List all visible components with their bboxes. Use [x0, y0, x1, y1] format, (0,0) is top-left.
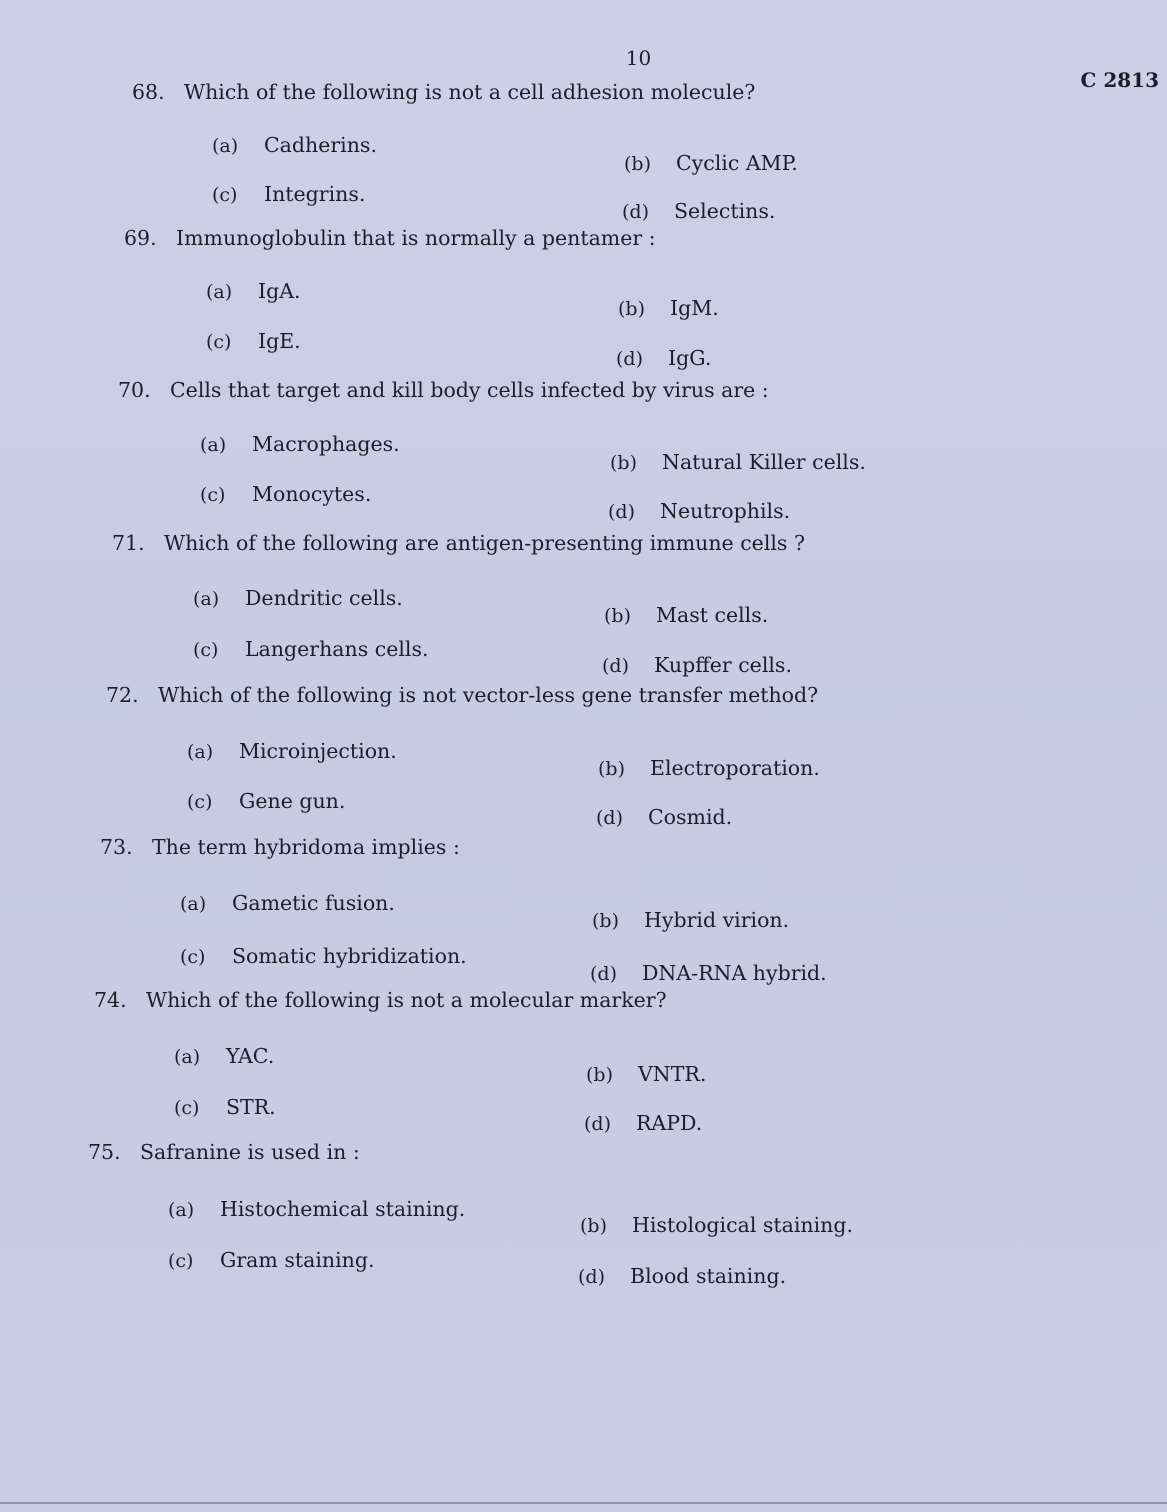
- option-b: (b) Cyclic AMP.: [624, 151, 798, 175]
- option-b: (b) Natural Killer cells.: [610, 450, 866, 474]
- option-d: (d) Blood staining.: [578, 1264, 787, 1288]
- bottom-edge: [0, 1502, 1167, 1504]
- question-text: Which of the following are antigen-presenting immune cells ?: [164, 531, 805, 555]
- option-c: (c) Gram staining.: [168, 1248, 375, 1272]
- question-number: 68.: [132, 80, 165, 104]
- question-text: Safranine is used in :: [140, 1140, 360, 1164]
- question-text: Cells that target and kill body cells infected by virus are :: [170, 378, 769, 402]
- option-d: (d) Selectins.: [622, 199, 776, 223]
- question-stem: [118, 378, 769, 402]
- question-stem: [112, 531, 805, 555]
- question-stem: [100, 835, 460, 859]
- question-number: 70.: [118, 378, 151, 402]
- option-a: (a) IgA.: [206, 279, 301, 303]
- option-a: (a) Cadherins.: [212, 133, 377, 157]
- option-c: (c) Gene gun.: [187, 789, 346, 813]
- option-a: (a) Macrophages.: [200, 432, 400, 456]
- page-number: 10: [625, 46, 652, 70]
- paper-code: C 2813: [1080, 68, 1159, 92]
- question-number: 72.: [106, 683, 139, 707]
- option-d: (d) IgG.: [616, 346, 712, 370]
- option-b: (b) VNTR.: [586, 1062, 707, 1086]
- question-number: 75.: [88, 1140, 121, 1164]
- question-stem: [124, 226, 656, 250]
- option-a: (a) Dendritic cells.: [193, 586, 403, 610]
- option-b: (b) Histological staining.: [580, 1213, 854, 1237]
- question-stem: [132, 80, 755, 104]
- option-a: (a) Gametic fusion.: [180, 891, 395, 915]
- question-text: Which of the following is not vector-less gene transfer method?: [158, 683, 819, 707]
- option-a: (a) YAC.: [174, 1044, 275, 1068]
- question-stem: [94, 988, 667, 1012]
- option-b: (b) Mast cells.: [604, 603, 769, 627]
- question-stem: [88, 1140, 360, 1164]
- option-b: (b) Hybrid virion.: [592, 908, 790, 932]
- option-c: (c) Somatic hybridization.: [180, 944, 467, 968]
- question-number: 71.: [112, 531, 145, 555]
- question-text: The term hybridoma implies :: [152, 835, 460, 859]
- option-d: (d) Kupffer cells.: [602, 653, 792, 677]
- question-stem: [106, 683, 818, 707]
- question-text: Immunoglobulin that is normally a pentamer :: [176, 226, 656, 250]
- option-c: (c) Integrins.: [212, 182, 366, 206]
- option-c: (c) STR.: [174, 1095, 276, 1119]
- option-c: (c) Langerhans cells.: [193, 637, 429, 661]
- question-text: Which of the following is not a molecular marker?: [146, 988, 667, 1012]
- option-d: (d) DNA-RNA hybrid.: [590, 961, 827, 985]
- question-number: 73.: [100, 835, 133, 859]
- option-d: (d) RAPD.: [584, 1111, 703, 1135]
- option-b: (b) IgM.: [618, 296, 719, 320]
- option-b: (b) Electroporation.: [598, 756, 820, 780]
- option-d: (d) Cosmid.: [596, 805, 733, 829]
- option-c: (c) IgE.: [206, 329, 301, 353]
- option-a: (a) Histochemical staining.: [168, 1197, 466, 1221]
- option-c: (c) Monocytes.: [200, 482, 372, 506]
- question-number: 74.: [94, 988, 127, 1012]
- question-text: Which of the following is not a cell adhesion molecule?: [184, 80, 756, 104]
- question-number: 69.: [124, 226, 157, 250]
- option-d: (d) Neutrophils.: [608, 499, 791, 523]
- option-a: (a) Microinjection.: [187, 739, 397, 763]
